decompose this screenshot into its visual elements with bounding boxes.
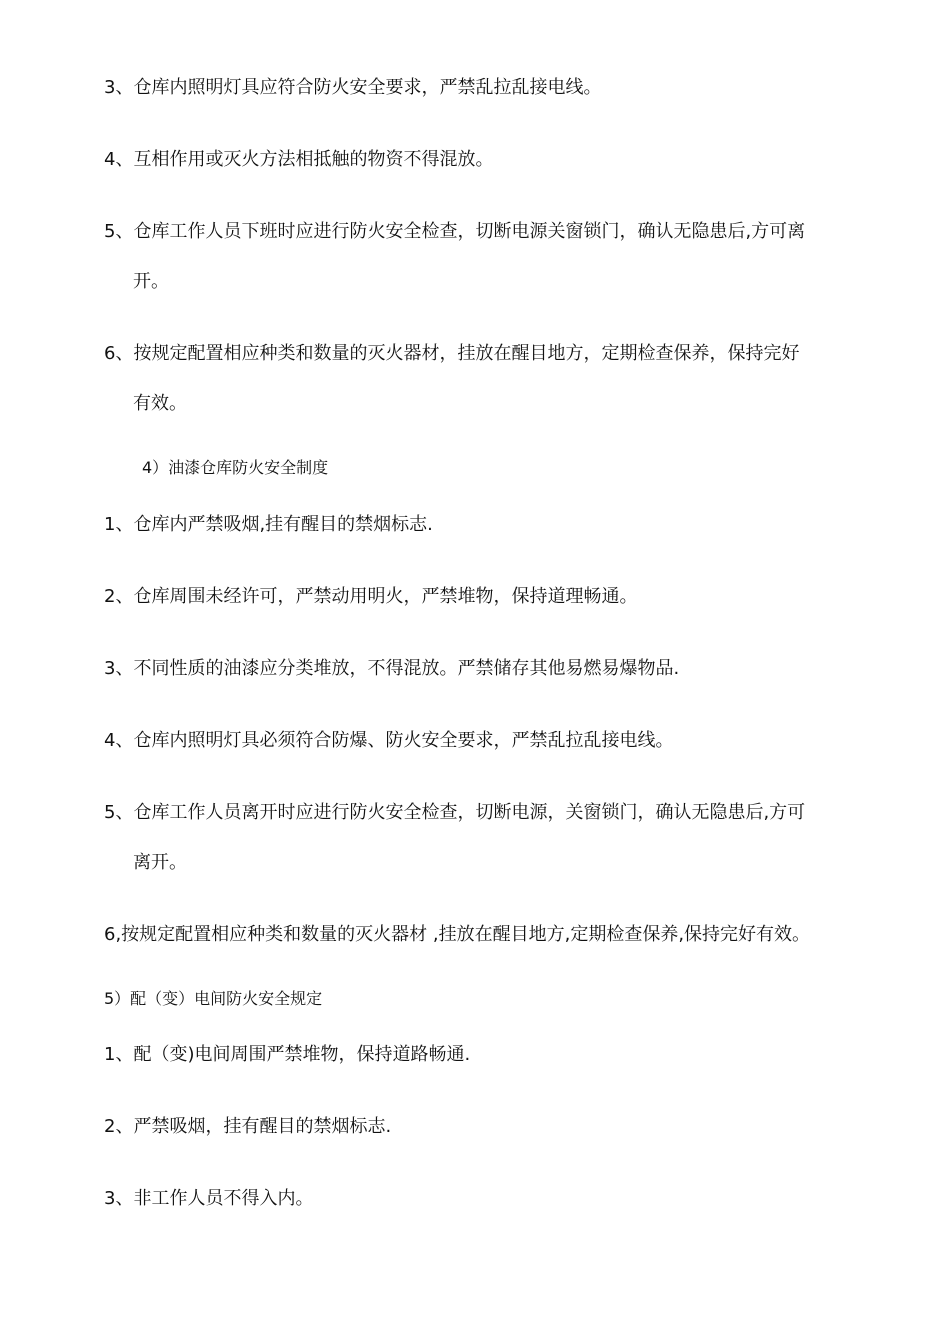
section-heading-paint-warehouse: 4）油漆仓库防火安全制度 — [142, 458, 329, 477]
substation-item-2: 2、严禁吸烟，挂有醒目的禁烟标志. — [104, 1116, 392, 1137]
item-6-line-1: 6、按规定配置相应种类和数量的灭火器材，挂放在醒目地方，定期检查保养，保持完好 — [104, 343, 800, 364]
paint-item-2: 2、仓库周围未经许可，严禁动用明火，严禁堆物，保持道理畅通。 — [104, 586, 638, 607]
item-6-line-2: 有效。 — [133, 393, 187, 414]
paint-item-5-line-2: 离开。 — [133, 852, 187, 873]
paint-item-4: 4、仓库内照明灯具必须符合防爆、防火安全要求，严禁乱拉乱接电线。 — [104, 730, 674, 751]
paint-item-3: 3、不同性质的油漆应分类堆放，不得混放。严禁储存其他易燃易爆物品. — [104, 658, 680, 679]
substation-item-3: 3、非工作人员不得入内。 — [104, 1188, 314, 1209]
section-heading-substation: 5）配（变）电间防火安全规定 — [104, 989, 323, 1008]
paint-item-5-line-1: 5、仓库工作人员离开时应进行防火安全检查，切断电源，关窗锁门，确认无隐患后,方可 — [104, 802, 806, 823]
item-4-line-1: 4、互相作用或灭火方法相抵触的物资不得混放。 — [104, 149, 494, 170]
item-3-line-1: 3、仓库内照明灯具应符合防火安全要求，严禁乱拉乱接电线。 — [104, 77, 602, 98]
paint-item-6: 6,按规定配置相应种类和数量的灭火器材 ,挂放在醒目地方,定期检查保养,保持完好有效。 — [104, 924, 811, 945]
item-5-line-2: 开。 — [133, 271, 169, 292]
item-5-line-1: 5、仓库工作人员下班时应进行防火安全检查，切断电源关窗锁门，确认无隐患后,方可离 — [104, 221, 806, 242]
paint-item-1: 1、仓库内严禁吸烟,挂有醒目的禁烟标志. — [104, 514, 433, 535]
substation-item-1: 1、配（变)电间周围严禁堆物，保持道路畅通. — [104, 1044, 471, 1065]
